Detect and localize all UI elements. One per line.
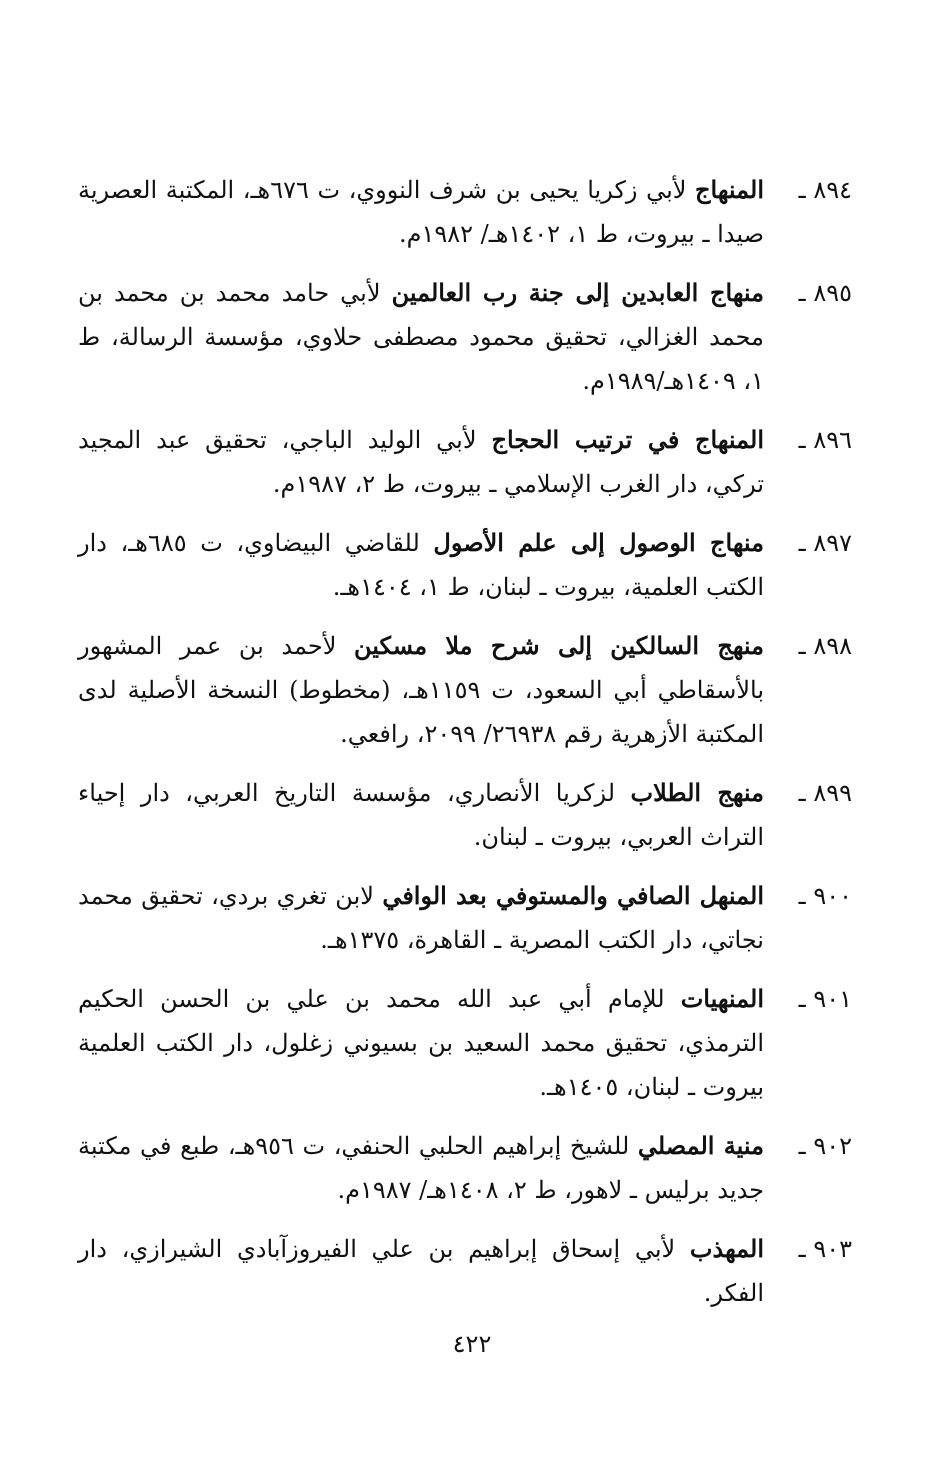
entry-title: المنهاج [695,175,764,204]
bibliography-entry [78,874,852,962]
bibliography-entry [78,771,852,859]
entry-number: ٨٩٥ ـ [798,279,852,307]
entry-number: ٨٩٧ ـ [798,529,852,557]
entry-body [78,418,764,506]
entry-body [78,874,764,962]
entry-number: ٨٩٦ ـ [798,426,852,454]
entry-body [78,771,764,859]
entry-body [78,168,764,256]
entry-number: ٨٩٤ ـ [798,176,852,204]
entry-body [78,521,764,609]
entry-number: ٨٩٩ ـ [798,779,852,807]
entry-body [78,1124,764,1212]
entry-title: منهاج الوصول إلى علم الأصول [433,528,764,557]
bibliography-entry [78,418,852,506]
entry-title: المنهاج في ترتيب الحجاج [491,425,764,454]
entry-details: لأبي زكريا يحيى بن شرف النووي، ت ٦٧٦هـ، المكتبة العصرية صيدا ـ بيروت، ط ١، ١٤٠٢هـ/ ١٩٨٢م. [78,176,764,248]
entry-details: لأبي إسحاق إبراهيم بن علي الفيروزآبادي الشيرازي، دار الفكر. [78,1235,764,1307]
entry-title: منية المصلي [637,1131,764,1160]
entry-title: منهج الطلاب [630,778,764,807]
entry-body [78,624,764,756]
entry-title: منهج السالكين إلى شرح ملا مسكين [354,631,764,660]
entry-details: لأحمد بن عمر المشهور بالأسقاطي أبي السعود، ت ١١٥٩هـ، (مخطوط) النسخة الأصلية لدى المكتبة الأزهرية رقم ٢٦٩٣٨/ ٢٠٩٩، رافعي. [78,632,765,748]
entry-body [78,1227,764,1315]
entry-details: لأبي الوليد الباجي، تحقيق عبد المجيد تركي، دار الغرب الإسلامي ـ بيروت، ط ٢، ١٩٨٧م. [78,426,764,498]
entry-body [78,977,764,1109]
entry-details: للقاضي البيضاوي، ت ٦٨٥هـ، دار الكتب العلمية، بيروت ـ لبنان، ط ١، ١٤٠٤هـ. [78,529,764,601]
entry-title: المنهيات [680,984,764,1013]
entry-number: ٨٩٨ ـ [798,632,852,660]
page-number: ٤٢٢ [452,1330,492,1358]
entry-number: ٩٠٠ ـ [798,882,852,910]
entry-title: المنهل الصافي والمستوفي بعد الوافي [382,881,764,910]
entry-title: المهذب [689,1234,764,1263]
entry-title: منهاج العابدين إلى جنة رب العالمين [391,278,764,307]
bibliography-entry [78,1124,852,1212]
entry-details: لابن تغري بردي، تحقيق محمد نجاتي، دار الكتب المصرية ـ القاهرة، ١٣٧٥هـ. [78,882,764,954]
bibliography-entry [78,521,852,609]
entry-number: ٩٠٢ ـ [798,1132,852,1160]
entry-number: ٩٠٣ ـ [798,1235,852,1263]
bibliography-entry [78,1227,852,1315]
entry-details: للشيخ إبراهيم الحلبي الحنفي، ت ٩٥٦هـ، طبع في مكتبة جديد برليس ـ لاهور، ط ٢، ١٤٠٨هـ/ ١٩٨٧م. [78,1132,764,1204]
bibliography-entry [78,271,852,403]
entry-details: لزكريا الأنصاري، مؤسسة التاريخ العربي، دار إحياء التراث العربي، بيروت ـ لبنان. [78,779,764,851]
bibliography-entry [78,977,852,1109]
entry-details: للإمام أبي عبد الله محمد بن علي بن الحسن الحكيم الترمذي، تحقيق محمد السعيد بن بسيوني زغلول، دار الكتب العلمية بيروت ـ لبنان، ١٤٠٥هـ. [78,985,764,1101]
entry-details: لأبي حامد محمد بن محمد بن محمد الغزالي، تحقيق محمود مصطفى حلاوي، مؤسسة الرسالة، ط ١، ١٤٠٩هـ/١٩٨٩م. [78,279,764,395]
entry-number: ٩٠١ ـ [798,985,852,1013]
bibliography-entry [78,624,852,756]
entry-body [78,271,764,403]
bibliography-entry [78,168,852,256]
bibliography-list [78,168,852,1330]
